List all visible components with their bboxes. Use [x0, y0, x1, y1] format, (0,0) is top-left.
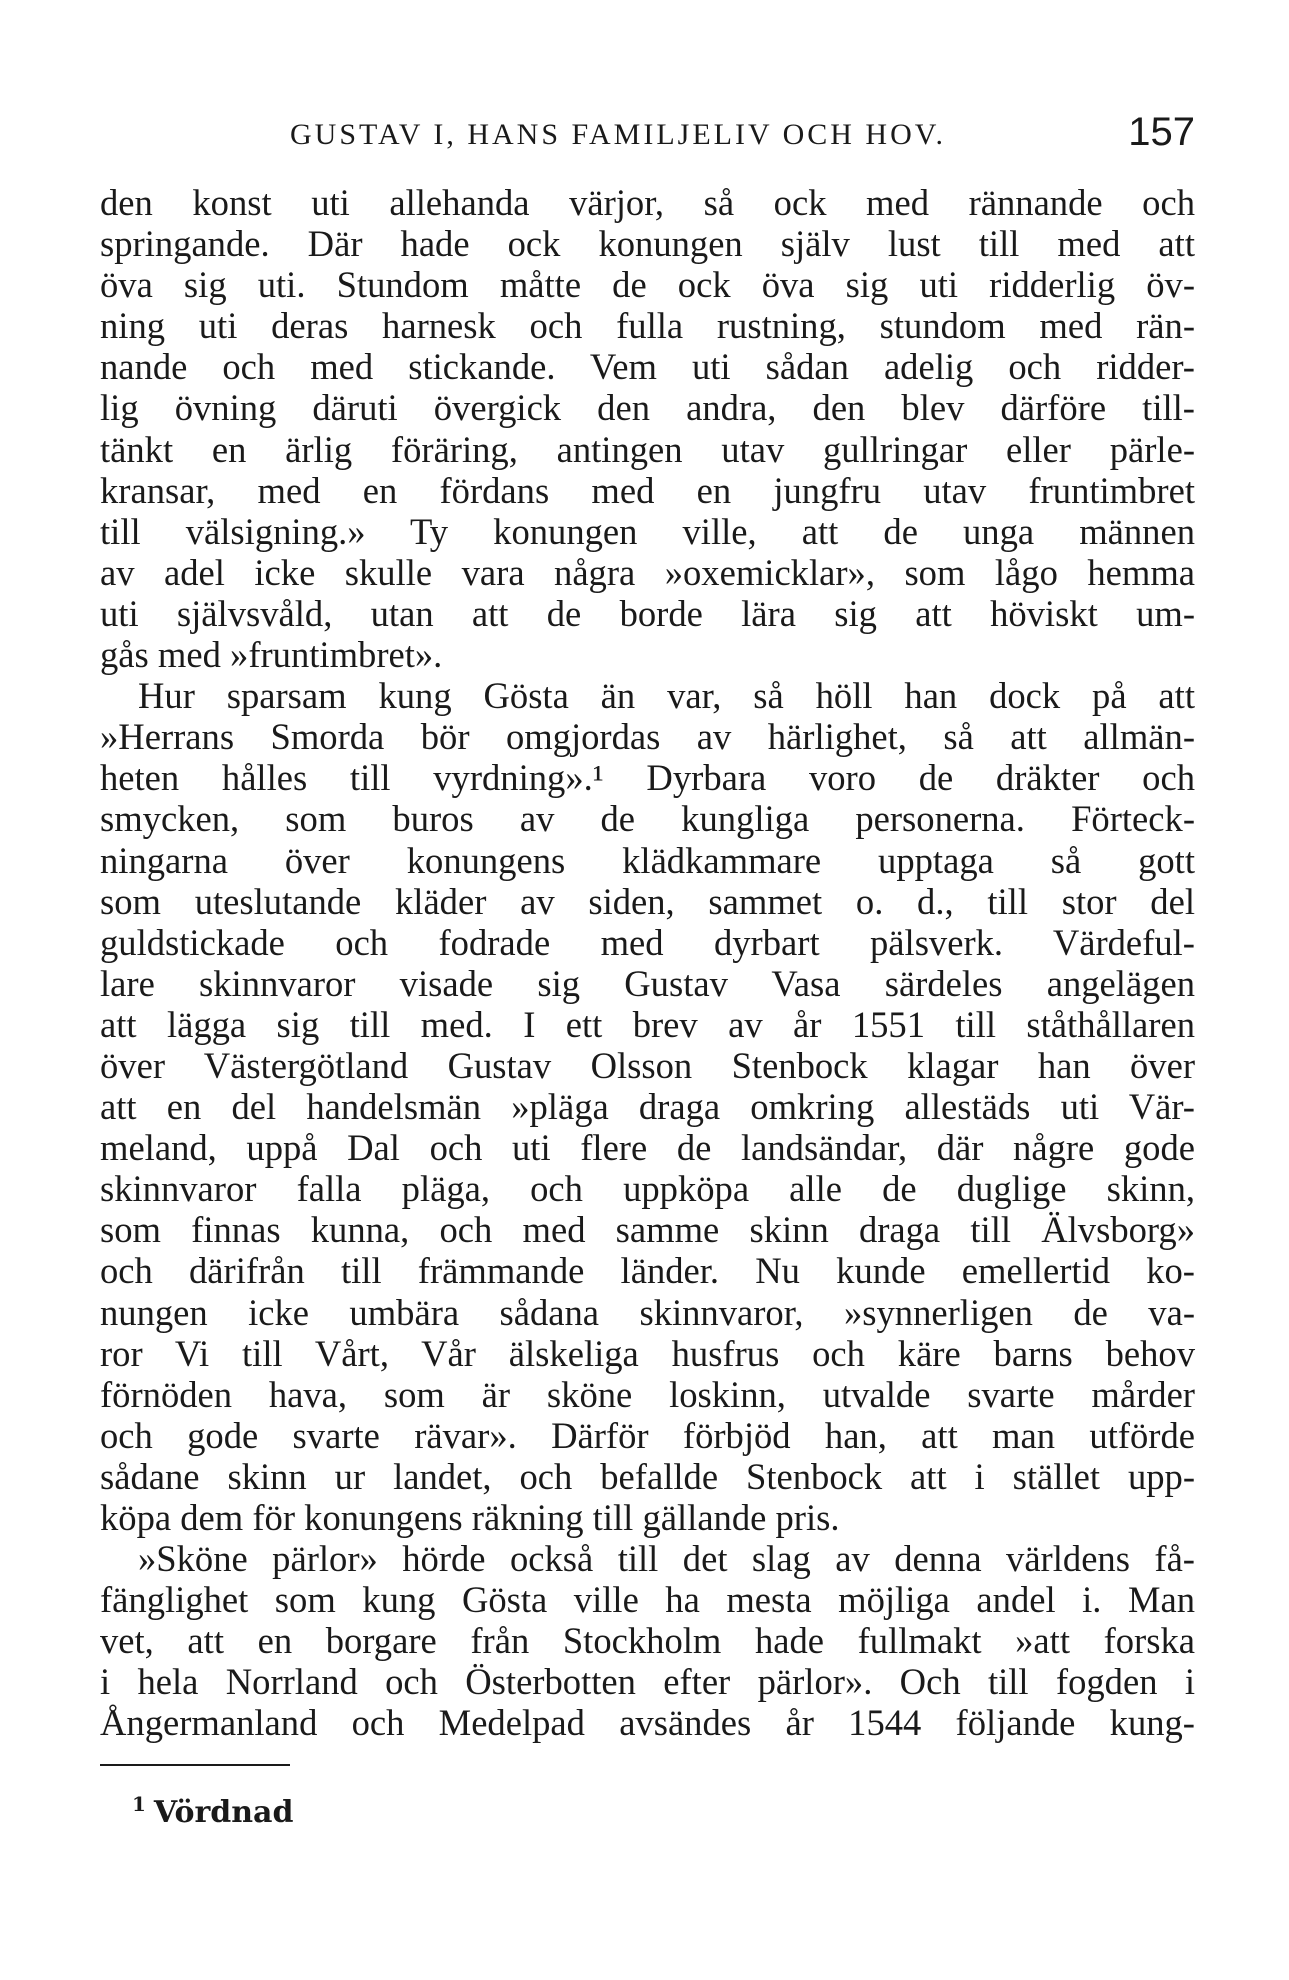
text-line: smycken, som buros av de kungliga personerna. Förteck-: [100, 798, 1195, 840]
text-line: tänkt en ärlig föräring, antingen utav gullringar eller pärle-: [100, 428, 1195, 470]
text-line: meland, uppå Dal och uti flere de landsändar, där någre gode: [100, 1127, 1195, 1169]
text-line: ning uti deras harnesk och fulla rustning, stundom med rän-: [100, 305, 1195, 347]
body-text: [100, 182, 1195, 1744]
text-line: den konst uti allehanda värjor, så ock med rännande och: [100, 182, 1195, 223]
text-line: fänglighet som kung Gösta ville ha mesta möjliga andel i. Man: [100, 1579, 1195, 1621]
text-line: sådane skinn ur landet, och befallde Stenbock att i stället upp-: [100, 1455, 1195, 1497]
text-line: nungen icke umbära sådana skinnvaror, »synnerligen de va-: [100, 1291, 1195, 1333]
text-line: över Västergötland Gustav Olsson Stenbock klagar han över: [100, 1044, 1195, 1086]
text-line: »Sköne pärlor» hörde också till det slag av denna världens få-: [138, 1538, 1195, 1580]
text-line: av adel icke skulle vara några »oxemicklar», som lågo hemma: [100, 551, 1195, 593]
text-line: Hur sparsam kung Gösta än var, så höll han dock på att: [138, 675, 1195, 717]
text-line: i hela Norrland och Österbotten efter pärlor». Och till fogden i: [100, 1661, 1195, 1703]
footnote-text: Vördnad: [153, 1794, 294, 1830]
chapter-title: GUSTAV I, HANS FAMILJELIV OCH HOV.: [290, 118, 947, 151]
text-line: skinnvaror falla pläga, och uppköpa alle de duglige skinn,: [100, 1168, 1195, 1210]
text-line: »Herrans Smorda bör omgjordas av härlighet, så att allmän-: [100, 716, 1195, 758]
text-line: ror Vi till Vårt, Vår älskeliga husfrus och käre barns behov: [100, 1332, 1195, 1374]
footnote-divider: [100, 1764, 290, 1766]
text-line: som uteslutande kläder av siden, sammet o. d., till stor del: [100, 880, 1195, 922]
text-line: springande. Där hade ock konungen själv lust till med att: [100, 223, 1195, 265]
text-line: som finnas kunna, och med samme skinn draga till Älvsborg»: [100, 1209, 1195, 1251]
text-line: och gode svarte rävar». Därför förbjöd han, att man utförde: [100, 1414, 1195, 1456]
text-line: kransar, med en fördans med en jungfru utav fruntimbret: [100, 469, 1195, 511]
text-line: uti självsvåld, utan att de borde lära sig att höviskt um-: [100, 592, 1195, 634]
text-line: öva sig uti. Stundom måtte de ock öva sig uti ridderlig öv-: [100, 264, 1195, 306]
text-line: och därifrån till främmande länder. Nu kunde emellertid ko-: [100, 1250, 1195, 1292]
text-line: guldstickade och fodrade med dyrbart pälsverk. Värdeful-: [100, 921, 1195, 963]
text-line: Ångermanland och Medelpad avsändes år 1544 följande kung-: [100, 1702, 1195, 1744]
page-number: 157: [1128, 110, 1195, 154]
footnote: [132, 1792, 1195, 1830]
text-line: att en del handelsmän »pläga draga omkring allestäds uti Vär-: [100, 1086, 1195, 1128]
text-line: förnöden hava, som är sköne loskinn, utvalde svarte mårder: [100, 1373, 1195, 1415]
text-line: heten hålles till vyrdning».¹ Dyrbara voro de dräkter och: [100, 757, 1195, 799]
footnote-marker: 1: [132, 1791, 146, 1816]
text-line: köpa dem för konungens räkning till gällande pris.: [100, 1497, 840, 1538]
text-line: nande och med stickande. Vem uti sådan adelig och ridder-: [100, 346, 1195, 388]
text-line: vet, att en borgare från Stockholm hade fullmakt »att forska: [100, 1620, 1195, 1662]
book-page: [100, 110, 1195, 1830]
text-line: lig övning däruti övergick den andra, den blev därföre till-: [100, 387, 1195, 429]
text-line: ningarna över konungens klädkammare upptaga så gott: [100, 839, 1195, 881]
text-line: att lägga sig till med. I ett brev av år 1551 till ståthållaren: [100, 1003, 1195, 1045]
text-line: lare skinnvaror visade sig Gustav Vasa särdeles angelägen: [100, 962, 1195, 1004]
running-head: [100, 110, 1195, 160]
text-line: till välsigning.» Ty konungen ville, att de unga männen: [100, 510, 1195, 552]
text-line: gås med »fruntimbret».: [100, 634, 443, 676]
